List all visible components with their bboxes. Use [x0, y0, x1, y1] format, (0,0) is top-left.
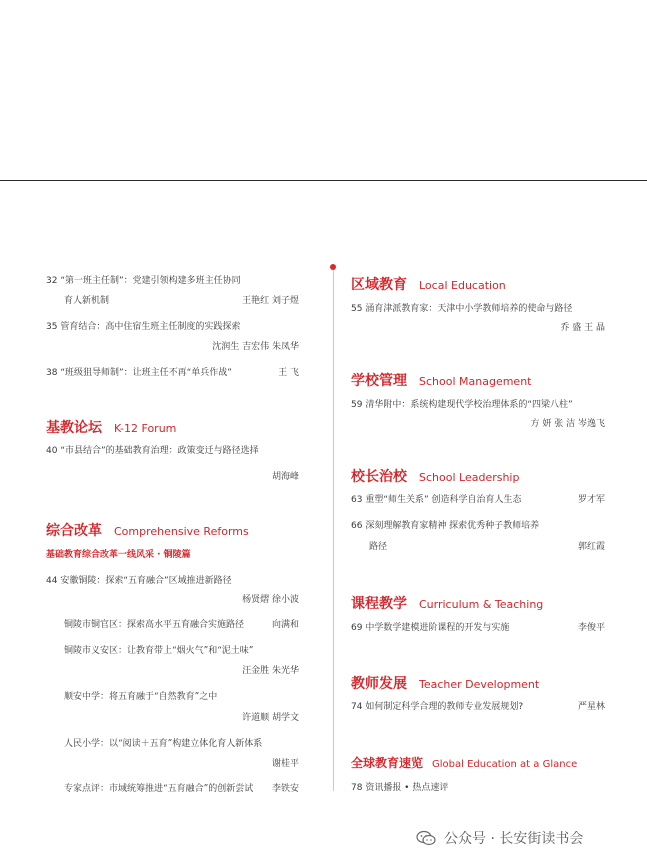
- section-title-en: K-12 Forum: [114, 422, 177, 435]
- section-title-cn: 学校管理: [351, 373, 407, 389]
- toc-authors-63: 罗才军: [577, 495, 605, 505]
- column-divider: [333, 268, 334, 791]
- section-title-cn: 基教论坛: [46, 420, 102, 436]
- toc-authors-35: 沈润生 吉宏伟 朱凤华: [212, 342, 299, 352]
- toc-subauthor-3: 许道顺 胡学文: [242, 713, 299, 723]
- wechat-icon: [416, 830, 436, 846]
- toc-subentry-4[interactable]: 人民小学：以“阅读＋五育”构建立体化育人新体系: [64, 739, 263, 749]
- toc-subauthor-1: 向满和: [271, 620, 299, 630]
- section-title-en: School Leadership: [419, 471, 520, 484]
- toc-subauthor-4: 谢桂平: [271, 759, 299, 769]
- watermark: [416, 828, 583, 848]
- toc-authors-66: 郭红霞: [577, 542, 605, 552]
- divider-dot: [330, 264, 336, 270]
- toc-entry-38[interactable]: 38 “班级狙导师制”：让班主任不再“单兵作战”: [46, 368, 232, 378]
- section-title-en: Curriculum & Teaching: [419, 598, 544, 611]
- toc-subentry-2[interactable]: 铜陵市义安区：让教育带上“烟火气”和“泥土味”: [64, 646, 254, 656]
- toc-subauthor-5: 李铁安: [271, 784, 299, 794]
- section-k12-forum: [46, 417, 176, 437]
- toc-authors-32: 王艳红 刘子煜: [242, 296, 299, 306]
- section-title-cn: 区域教育: [351, 277, 407, 293]
- toc-entry-44[interactable]: 44 安徽铜陵：探索“五育融合”区域推进新路径: [46, 576, 232, 586]
- section-teacher-development: [351, 673, 539, 693]
- section-title-en: Global Education at a Glance: [432, 759, 578, 770]
- toc-entry-63[interactable]: 63 重塑“师生关系” 创造科学自治育人生态: [351, 495, 522, 505]
- toc-authors-74: 严星林: [577, 702, 605, 712]
- subsection-title: 基础教育综合改革一线风采 · 铜陵篇: [46, 550, 191, 560]
- section-title-cn: 课程教学: [351, 596, 407, 612]
- watermark-text: 公众号 · 长安街读书会: [444, 831, 584, 847]
- toc-authors-59: 方 妍 张 洁 岑逸飞: [530, 419, 605, 429]
- toc-authors-55: 乔 盛 王 晶: [560, 323, 605, 333]
- top-rule: [0, 180, 647, 181]
- section-title-cn: 全球教育速览: [351, 756, 424, 770]
- toc-subentry-3[interactable]: 顺安中学：将五育融于“自然教育”之中: [64, 692, 218, 702]
- section-comprehensive-reforms: [46, 520, 249, 540]
- toc-entry-78[interactable]: 78 资讯播报 • 热点速评: [351, 783, 449, 793]
- toc-subentry-1[interactable]: 铜陵市铜官区：探索高水平五育融合实施路径: [64, 620, 245, 630]
- toc-entry-59[interactable]: 59 清华附中：系统构建现代学校治理体系的“四梁八柱”: [351, 400, 573, 410]
- section-title-en: School Management: [419, 375, 532, 388]
- section-school-management: [351, 370, 531, 390]
- toc-entry-55[interactable]: 55 涌育津派教育家：天津中小学教师培养的使命与路径: [351, 304, 573, 314]
- toc-entry-35[interactable]: 35 管育结合：高中住宿生班主任制度的实践探索: [46, 322, 241, 332]
- toc-subauthor-2: 汪金胜 朱光华: [242, 666, 299, 676]
- section-global-education: [351, 754, 577, 771]
- section-curriculum-teaching: [351, 593, 543, 613]
- section-title-cn: 综合改革: [46, 523, 102, 539]
- toc-entry-69[interactable]: 69 中学数学建模进阶课程的开发与实施: [351, 623, 510, 633]
- section-local-education: [351, 274, 506, 294]
- toc-entry-32[interactable]: 32 “第一班主任制”：党建引领构建多班主任协同: [46, 276, 241, 286]
- section-title-cn: 校长治校: [351, 469, 407, 485]
- toc-authors-69: 李俊平: [577, 623, 605, 633]
- section-title-en: Teacher Development: [419, 678, 540, 691]
- section-title-cn: 教师发展: [351, 676, 407, 692]
- toc-entry-66[interactable]: 66 深刻理解教育家精神 探索优秀种子教师培养: [351, 521, 540, 531]
- toc-subentry-5[interactable]: 专家点评：市域统筹推进“五育融合”的创新尝试: [64, 784, 254, 794]
- toc-authors-38: 王 飞: [278, 368, 299, 378]
- toc-entry-32-cont[interactable]: 育人新机制: [64, 296, 110, 306]
- section-title-en: Local Education: [419, 279, 506, 292]
- toc-entry-40[interactable]: 40 “市县结合”的基础教育治理：政策变迁与路径选择: [46, 446, 259, 456]
- toc-authors-44: 杨贤熠 徐小波: [242, 595, 299, 605]
- section-school-leadership: [351, 466, 519, 486]
- toc-entry-74[interactable]: 74 如何制定科学合理的教师专业发展规划?: [351, 702, 524, 712]
- toc-entry-66-cont[interactable]: 路径: [369, 542, 388, 552]
- toc-authors-40: 胡海峰: [271, 472, 299, 482]
- section-title-en: Comprehensive Reforms: [114, 525, 249, 538]
